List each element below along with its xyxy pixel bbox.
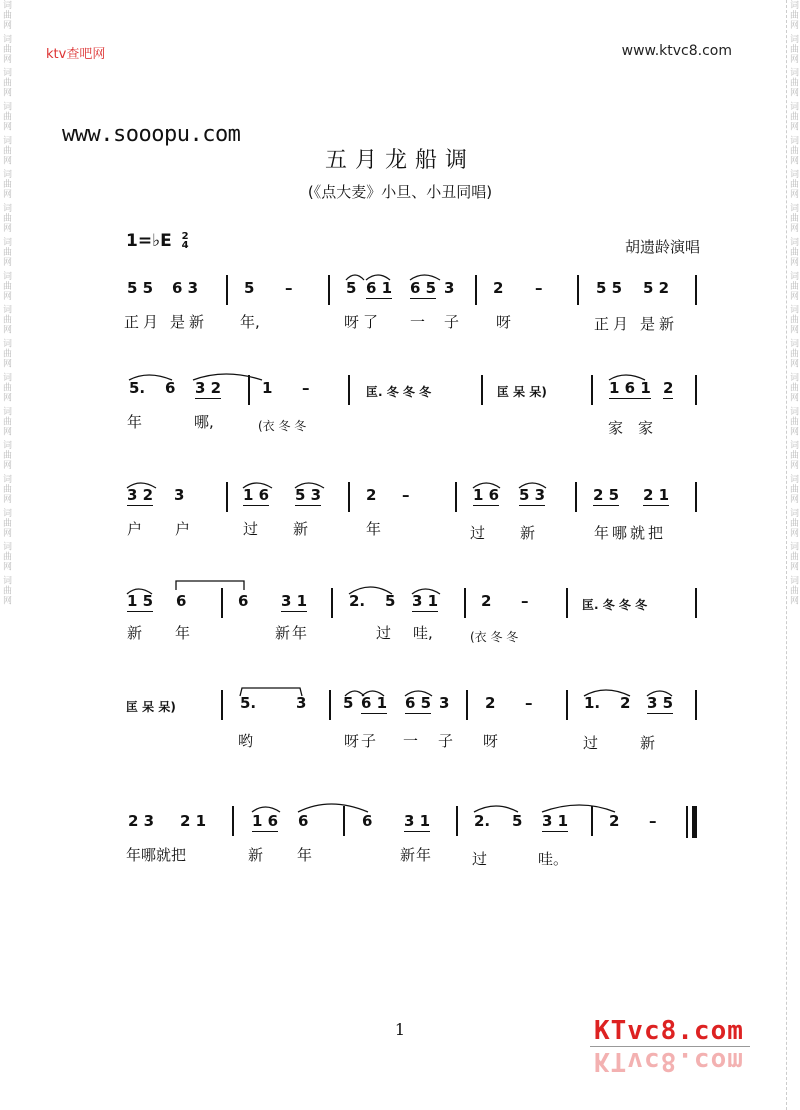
note-group: – (302, 379, 310, 397)
lyric: 过 (376, 624, 392, 642)
lyric: 哇。 (538, 850, 569, 868)
note-group: – (649, 812, 657, 830)
note-group: 5 5 (127, 279, 154, 297)
note-group: 2 (366, 486, 377, 504)
note-group: 6 (238, 592, 249, 610)
note-group: 3 1 (404, 812, 431, 830)
lyric: 哇, (413, 624, 433, 642)
song-subtitle: (《点大麦》小旦、小丑同唱) (307, 183, 493, 201)
note-group: 3 2 (127, 486, 154, 504)
note-group: 6 (362, 812, 373, 830)
lyric: 正月 (124, 313, 163, 331)
note-group: 1 6 1 (609, 379, 651, 397)
note-group: 6 5 (410, 279, 437, 297)
lyric: 年 (366, 520, 382, 538)
lyric: 年哪就把 (594, 524, 667, 542)
note-group: 5 3 (519, 486, 546, 504)
lyric: 过 (243, 520, 259, 538)
bar-line (475, 275, 477, 305)
note-group: 2 1 (180, 812, 207, 830)
note-group: 3 (444, 279, 455, 297)
note-group: 2 3 (128, 812, 155, 830)
bar-line (466, 690, 468, 720)
note-group: 2 1 (643, 486, 670, 504)
bar-line (221, 690, 223, 720)
note-group: 1 (262, 379, 273, 397)
bar-line (566, 690, 568, 720)
note-group: 5 (346, 279, 357, 297)
lyric: 年 (297, 846, 313, 864)
lyric: 是新 (640, 315, 679, 333)
bar-line (328, 275, 330, 305)
lyric: 过 (472, 850, 488, 868)
site-url-header: www.ktvc8.com (621, 43, 732, 59)
score-row-3 (0, 482, 800, 562)
lyric: 户 (127, 520, 143, 538)
lyric: 哪, (194, 413, 214, 431)
note-group: – (402, 486, 410, 504)
note-group: 6 1 (366, 279, 393, 297)
bar-line (566, 588, 568, 618)
lyric: 新年 (275, 624, 310, 642)
note-group: 6 5 (405, 694, 432, 712)
lyric: 新 (248, 846, 264, 864)
left-watermark: 词曲网 词曲网 词曲网 词曲网 词曲网 词曲网 词曲网 词曲网 词曲网 词曲网 词曲网 词曲网 词曲网 词曲网 词曲网 词曲网 词曲网 词曲网 (1, 0, 11, 606)
note-group: 5 3 (295, 486, 322, 504)
bar-line (455, 482, 457, 512)
bar-line (221, 588, 223, 618)
note-group: 6 3 (172, 279, 199, 297)
lyric: 一 (403, 732, 419, 750)
bar-line (695, 588, 697, 618)
note-group: 2 (493, 279, 504, 297)
bar-line (695, 690, 697, 720)
lyric: 年哪就把 (126, 846, 187, 864)
note-group: – (525, 694, 533, 712)
note-group: – (535, 279, 543, 297)
footer-logo-reflection: KTvc8.com (594, 1046, 744, 1076)
bar-line (464, 588, 466, 618)
note-group: 1 5 (127, 592, 154, 610)
bar-line (695, 275, 697, 305)
note-group: 2. (474, 812, 491, 830)
lyric: 子 (438, 732, 454, 750)
note-group: 3 1 (542, 812, 569, 830)
note-group: 5. (129, 379, 146, 397)
score-row-4 (0, 588, 800, 668)
note-group: 6 (176, 592, 187, 610)
note-group: 3 1 (281, 592, 308, 610)
note-group: 5 (512, 812, 523, 830)
key-signature (126, 231, 189, 251)
percussion-pattern: 匡. 冬 冬 冬 (366, 385, 432, 399)
lyric: 呀了 (344, 313, 383, 331)
bar-line (248, 375, 250, 405)
note-group: 1 6 (473, 486, 500, 504)
bar-line (329, 690, 331, 720)
bar-line (481, 375, 483, 405)
note-group: 3 5 (647, 694, 674, 712)
bar-line (695, 375, 697, 405)
note-group: 6 1 (361, 694, 388, 712)
note-group: 2 5 (593, 486, 620, 504)
bar-line (591, 375, 593, 405)
note-group: 2. (349, 592, 366, 610)
note-group: 1 6 (252, 812, 279, 830)
lyric: (衣 冬 冬 (470, 630, 519, 644)
bar-line (343, 806, 345, 836)
lyric: 过 (583, 734, 599, 752)
lyric: 户 (175, 520, 191, 538)
bar-line (456, 806, 458, 836)
lyric: 新 (127, 624, 143, 642)
page-number: 1 (394, 1020, 406, 1039)
note-group: 3 (439, 694, 450, 712)
note-group: 1. (584, 694, 601, 712)
bar-line (226, 482, 228, 512)
lyric: 年, (240, 313, 260, 331)
lyric: 年 (127, 413, 143, 431)
time-top: 2 (181, 231, 189, 242)
note-group: 3 (296, 694, 307, 712)
key-label: 1=♭E (126, 231, 172, 251)
note-group: 2 (663, 379, 674, 397)
site-name-header: ktv查吧网 (46, 47, 106, 62)
note-group: 5. (240, 694, 257, 712)
lyric: 过 (470, 524, 486, 542)
note-group: 5 (244, 279, 255, 297)
time-signature (182, 232, 189, 250)
lyric: 一 (410, 313, 426, 331)
lyric: 子 (444, 313, 460, 331)
source-url: www.sooopu.com (62, 122, 241, 147)
lyric: 新 (293, 520, 309, 538)
final-barline-thick (692, 806, 697, 838)
percussion-pattern: 匡 呆 呆) (126, 700, 176, 714)
time-bottom: 4 (181, 240, 189, 251)
score-row-1 (0, 275, 800, 355)
lyric: 年 (175, 624, 191, 642)
lyric: 是新 (170, 313, 209, 331)
note-group: 3 1 (412, 592, 439, 610)
note-group: – (285, 279, 293, 297)
note-group: 6 (165, 379, 176, 397)
score-row-6 (0, 806, 800, 886)
lyric: 新年 (400, 846, 433, 864)
lyric: 家 (608, 419, 624, 437)
footer-logo: KTvc8.com (594, 1016, 744, 1046)
note-group: 2 (481, 592, 492, 610)
note-group: 2 (609, 812, 620, 830)
lyric: 新 (520, 524, 536, 542)
percussion-pattern: 匡. 冬 冬 冬 (582, 598, 648, 612)
song-title: 五月龙船调 (324, 148, 475, 173)
lyric: (衣 冬 冬 (258, 419, 307, 433)
lyric: 哟 (238, 732, 254, 750)
bar-line (348, 482, 350, 512)
note-group: 5 (343, 694, 354, 712)
percussion-pattern: 匡 呆 呆) (497, 385, 547, 399)
bar-line (226, 275, 228, 305)
lyric: 新 (640, 734, 656, 752)
right-watermark: 词曲网 词曲网 词曲网 词曲网 词曲网 词曲网 词曲网 词曲网 词曲网 词曲网 词曲网 词曲网 词曲网 词曲网 词曲网 词曲网 词曲网 词曲网 (788, 0, 798, 606)
note-group: 2 (485, 694, 496, 712)
note-group: 5 (385, 592, 396, 610)
note-group: 6 (298, 812, 309, 830)
lyric: 呀子 (344, 732, 379, 750)
bar-line (348, 375, 350, 405)
lyric: 家 (638, 419, 654, 437)
note-group: 1 6 (243, 486, 270, 504)
note-group: 5 5 (596, 279, 623, 297)
lyric: 正月 (594, 315, 633, 333)
note-group: 3 2 (195, 379, 222, 397)
final-barline-thin (686, 806, 688, 838)
note-group: 5 2 (643, 279, 670, 297)
bar-line (591, 806, 593, 836)
score-row-2 (0, 373, 800, 453)
bar-line (575, 482, 577, 512)
lyric: 呀 (496, 313, 512, 331)
lyric: 呀 (483, 732, 499, 750)
note-group: – (521, 592, 529, 610)
note-group: 2 (620, 694, 631, 712)
score-row-5 (0, 690, 800, 770)
performer-credit: 胡遗龄演唱 (624, 238, 700, 256)
note-group: 3 (174, 486, 185, 504)
bar-line (331, 588, 333, 618)
bar-line (695, 482, 697, 512)
bar-line (232, 806, 234, 836)
bar-line (577, 275, 579, 305)
